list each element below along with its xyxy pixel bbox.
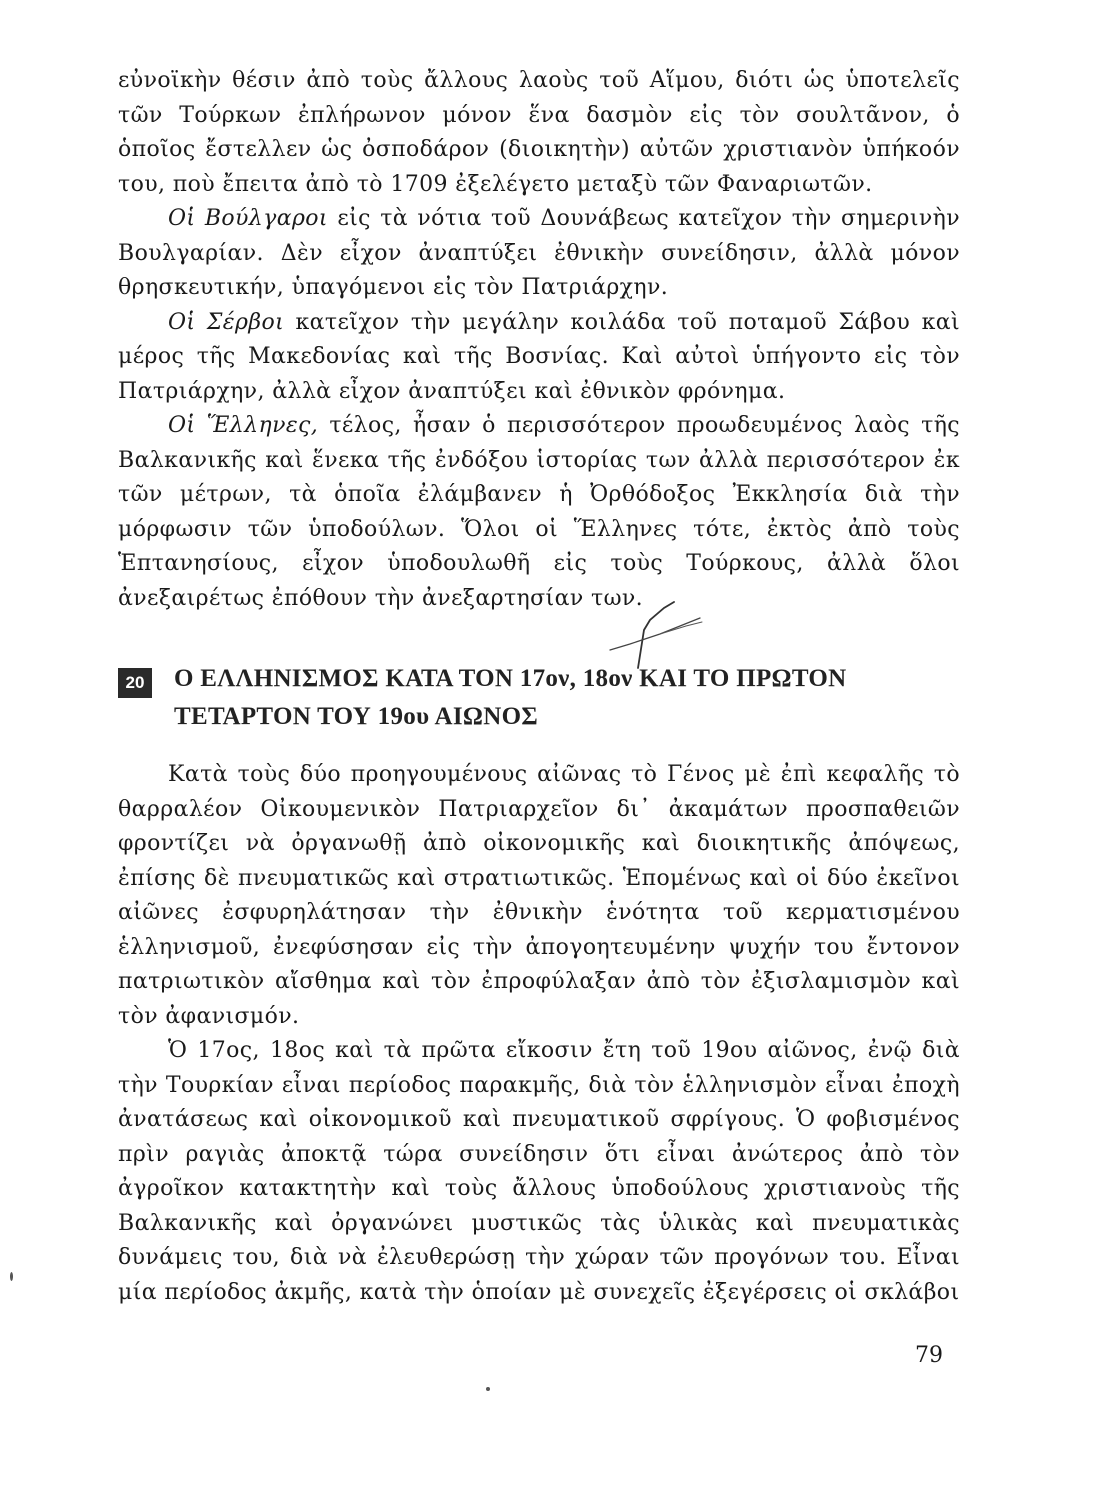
paragraph-lead: Οἱ Ἕλληνες, [168,413,319,438]
paragraph-greeks [118,409,960,616]
section-number: 20 [118,668,152,698]
text-block-top [118,64,960,616]
paragraph-text: Ὁ 17ος, 18ος καὶ τὰ πρῶτα εἴκοσιν ἔτη τοῦ 19ου αἰῶνος, ἐνῷ διὰ τὴν Τουρκίαν εἶναι περίοδος παρακμῆς, διὰ τὸν ἑλληνισμὸν εἶναι ἐποχὴ ἀνατάσεως καὶ οἰκονομικοῦ καὶ πνευματικοῦ σφρίγους. Ὁ φοβισμένος πρὶν ραγιὰς ἀποκτᾷ τώρα συνείδησιν ὅτι εἶναι ἀνώτερος ἀπὸ τὸν ἀγροῖκον κατακτητὴν καὶ τοὺς ἄλλους ὑποδούλους χριστιανοὺς τῆς Βαλκανικῆς καὶ ὀργανώνει μυστικῶς τὰς ὑλικὰς καὶ πνευματικὰς δυνάμεις του, διὰ νὰ ἐλευθερώσῃ τὴν χώραν τῶν προγόνων του. Εἶναι μία περίοδος ἀκμῆς, κατὰ τὴν ὁποίαν μὲ συνεχεῖς ἐξεγέρσεις οἱ σκλάβοι [118,1038,960,1305]
paragraph-text: κατεῖχον τὴν μεγάλην κοιλάδα τοῦ ποταμοῦ Σάβου καὶ μέρος τῆς Μακεδονίας καὶ τῆς Βοσνίας. Καὶ αὐτοὶ ὑπήγοντο εἰς τὸν Πατριάρχην, ἀλλὰ εἶχον ἀναπτύξει καὶ ἐθνικὸν φρόνημα. [118,309,961,404]
paragraph-lead: Οἱ Σέρβοι [168,309,285,335]
page-number: 79 [915,1343,943,1368]
paragraph-text: τέλος, ἦσαν ὁ περισσότερον προωδευμένος λαὸς τῆς Βαλκανικῆς καὶ ἕνεκα τῆς ἐνδόξου ἱστορίας των ἀλλὰ περισσότερον ἐκ τῶν μέτρων, τὰ ὁποῖα ἐλάμβανεν ἡ Ὀρθόδοξος Ἐκκλησία διὰ τὴν μόρφωσιν τῶν ὑποδούλων. Ὅλοι οἱ Ἕλληνες τότε, ἐκτὸς ἀπὸ τοὺς Ἑπτανησίους, εἶχον ὑποδουλωθῆ εἰς τοὺς Τούρκους, ἀλλὰ ὅλοι ἀνεξαιρέτως ἐπόθουν τὴν ἀνεξαρτησίαν των. [118,413,960,611]
handwritten-mark [600,590,710,670]
paragraph-lead: Οἱ Βούλγαροι [168,206,328,231]
paragraph-text: εἰς τὰ νότια τοῦ Δουνάβεως κατεῖχον τὴν σημερινὴν Βουλγαρίαν. Δὲν εἶχον ἀναπτύξει ἐθνικὴν συνείδησιν, ἀλλὰ μόνον θρησκευτικήν, ὑπαγόμενοι εἰς τὸν Πατριάρχην. [118,206,961,300]
text-block-bottom [118,758,960,1310]
paragraph [118,64,960,202]
paragraph [118,1034,960,1310]
scan-speck [10,1272,13,1281]
paragraph-text: Κατὰ τοὺς δύο προηγουμένους αἰῶνας τὸ Γένος μὲ ἐπὶ κεφαλῆς τὸ θαρραλέον Οἰκουμενικὸν Πατριαρχεῖον δι᾽ ἀκαμάτων προσπαθειῶν φροντίζει νὰ ὀργανωθῇ ἀπὸ οἰκονομικῆς καὶ διοικητικῆς ἀπόψεως, ἐπίσης δὲ πνευματικῶς καὶ στρατιωτικῶς. Ἑπομένως καὶ οἱ δύο ἐκεῖνοι αἰῶνες ἐσφυρηλάτησαν τὴν ἐθνικὴν ἑνότητα τοῦ κερματισμένου ἑλληνισμοῦ, ἐνεφύσησαν εἰς τὴν ἀπογοητευμένην ψυχήν του ἔντονον πατριωτικὸν αἴσθημα καὶ τὸν ἐπροφύλαξαν ἀπὸ τὸν ἐξισλαμισμὸν καὶ τὸν ἀφανισμόν. [118,762,960,1029]
paragraph-bulgarians [118,202,960,306]
paragraph-text: εὐνοϊκὴν θέσιν ἀπὸ τοὺς ἄλλους λαοὺς τοῦ Αἵμου, διότι ὡς ὑποτελεῖς τῶν Τούρκων ἐπλήρωνον μόνον ἕνα δασμὸν εἰς τὸν σουλτᾶνον, ὁ ὁποῖος ἔστελλεν ὡς ὀσποδάρον (διοικητὴν) αὐτῶν χριστιανὸν ὑπήκοόν του, ποὺ ἔπειτα ἀπὸ τὸ 1709 ἐξελέγετο μεταξὺ τῶν Φαναριωτῶν. [118,68,960,197]
section-title: Ο ΕΛΛΗΝΙΣΜΟΣ ΚΑΤΑ ΤΟΝ 17ον, 18ον ΚΑΙ ΤΟ ΠΡΩΤΟΝ ΤΕΤΑΡΤΟΝ ΤΟΥ 19ου ΑΙΩΝΟΣ [174,665,847,730]
paragraph [118,758,960,1034]
paragraph-serbs [118,306,960,410]
scan-speck [486,1387,490,1391]
